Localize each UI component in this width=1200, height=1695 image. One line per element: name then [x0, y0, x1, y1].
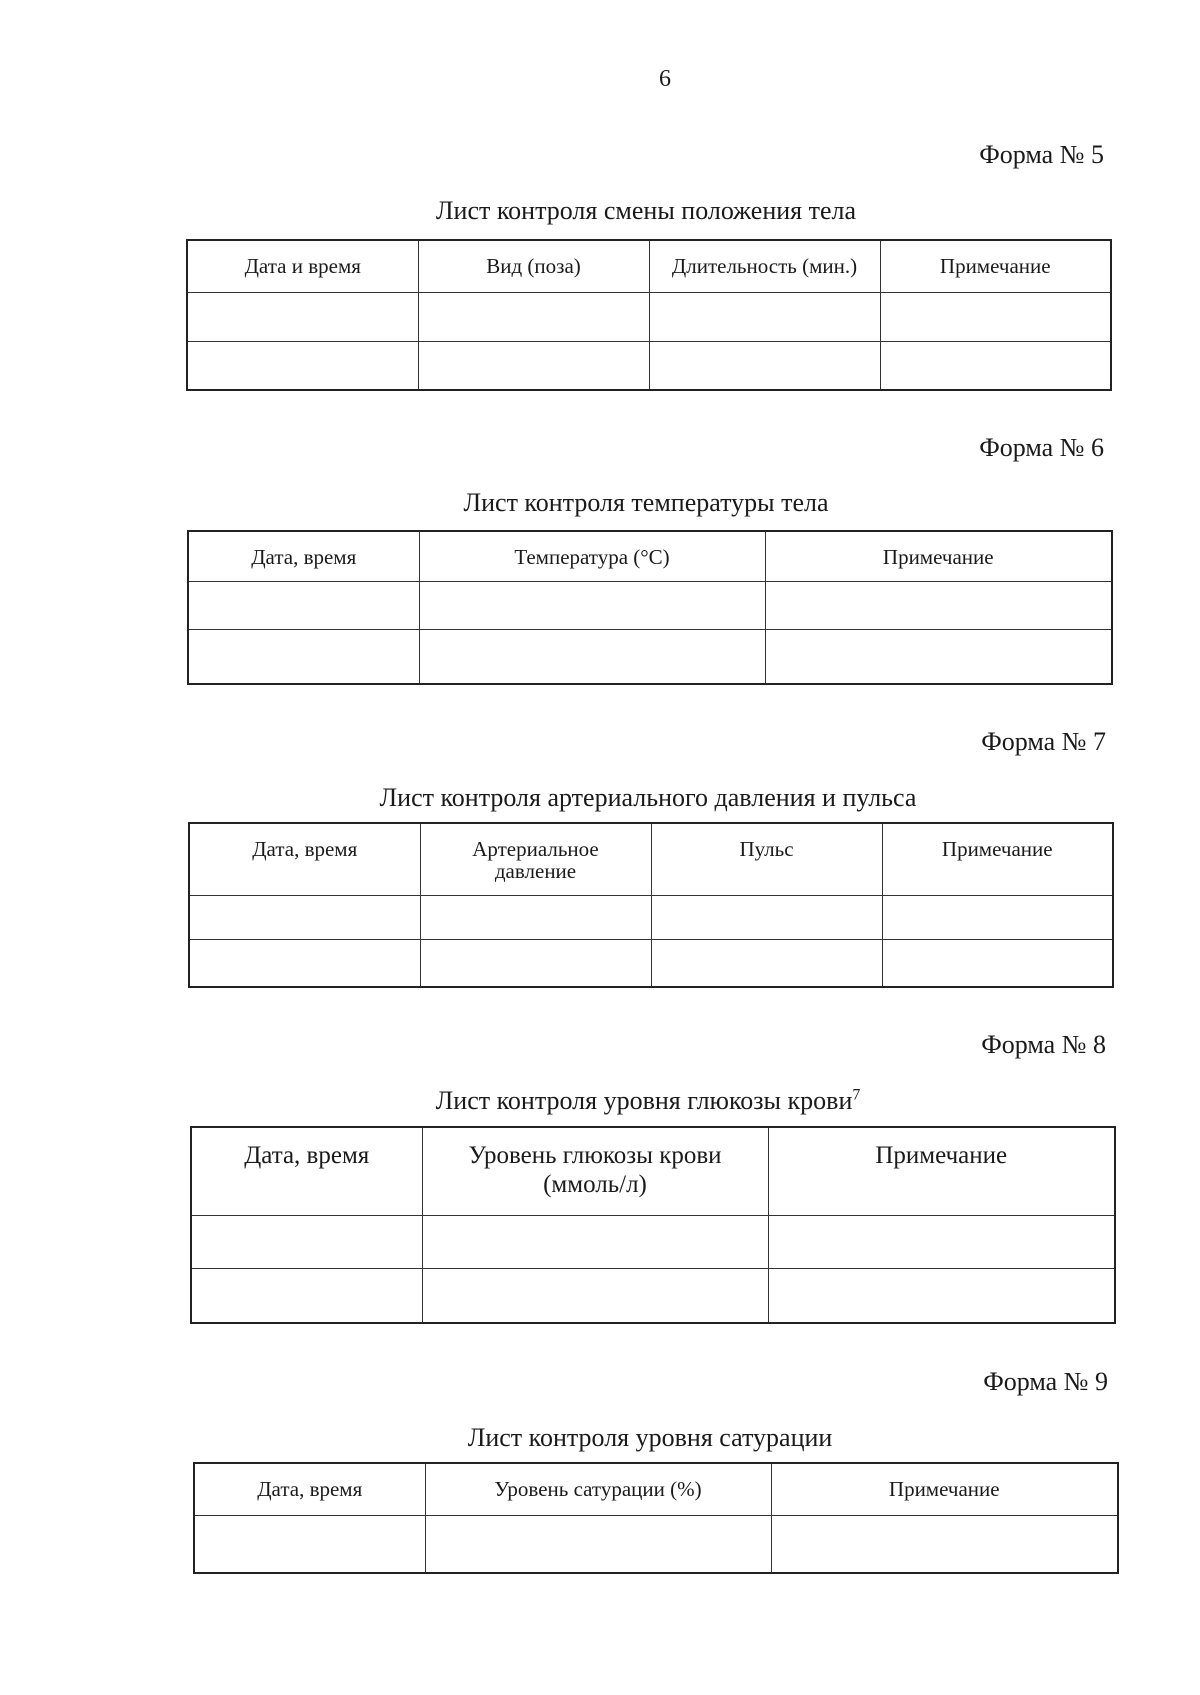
table-cell[interactable] [882, 895, 1113, 939]
form-table-6 [187, 530, 1113, 685]
table-cell[interactable] [191, 1268, 422, 1323]
column-header: Примечание [771, 1463, 1118, 1515]
table-row [189, 939, 1113, 987]
table-cell[interactable] [419, 629, 765, 684]
table-cell[interactable] [189, 939, 420, 987]
table-cell[interactable] [651, 895, 882, 939]
table-cell[interactable] [422, 1268, 768, 1323]
table-cell[interactable] [191, 1215, 422, 1268]
form-label-9: Форма № 9 [983, 1367, 1108, 1396]
table-row [187, 341, 1111, 390]
form-title-8-text: Лист контроля уровня глюкозы крови [435, 1086, 853, 1115]
column-header: Дата, время [194, 1463, 425, 1515]
table-cell[interactable] [768, 1215, 1115, 1268]
column-header: Примечание [882, 823, 1113, 895]
table-cell[interactable] [420, 895, 651, 939]
form-title-7 [188, 783, 1108, 813]
table-row [191, 1215, 1115, 1268]
form-table-7 [188, 822, 1114, 988]
column-header: Примечание [880, 240, 1111, 292]
table-cell[interactable] [771, 1515, 1118, 1573]
form-title-9 [190, 1423, 1110, 1453]
page-number: 6 [659, 66, 671, 92]
column-header: Длительность (мин.) [649, 240, 880, 292]
table-cell[interactable] [194, 1515, 425, 1573]
form-title-8 [188, 1086, 1108, 1116]
footnote-mark: 7 [852, 1086, 861, 1104]
table-cell[interactable] [649, 341, 880, 390]
table-cell[interactable] [765, 581, 1112, 629]
table-cell[interactable] [419, 581, 765, 629]
table-cell[interactable] [649, 292, 880, 341]
column-header: Температура (°С) [419, 531, 765, 581]
table-cell[interactable] [187, 341, 418, 390]
table-cell[interactable] [189, 895, 420, 939]
column-header: Пульс [651, 823, 882, 895]
table-cell[interactable] [187, 292, 418, 341]
column-header: Дата, время [188, 531, 419, 581]
table-cell[interactable] [418, 341, 649, 390]
form-title-5 [186, 196, 1106, 226]
form-label-8: Форма № 8 [981, 1030, 1106, 1059]
table-cell[interactable] [188, 629, 419, 684]
form-label-6: Форма № 6 [979, 433, 1104, 462]
form-title-6-text: Лист контроля температуры тела [463, 488, 829, 517]
form-title-5-text: Лист контроля смены положения тела [435, 196, 857, 225]
table-cell[interactable] [420, 939, 651, 987]
table-cell[interactable] [768, 1268, 1115, 1323]
column-header: Дата, время [189, 823, 420, 895]
table-cell[interactable] [765, 629, 1112, 684]
form-label-5: Форма № 5 [979, 140, 1104, 169]
column-header: Уровень глюкозы крови (ммоль/л) [422, 1127, 768, 1215]
table-row [194, 1515, 1118, 1573]
table-cell[interactable] [418, 292, 649, 341]
table-row [187, 292, 1111, 341]
form-label-7: Форма № 7 [981, 727, 1106, 756]
column-header: Уровень сатурации (%) [425, 1463, 771, 1515]
form-title-9-text: Лист контроля уровня сатурации [467, 1423, 833, 1452]
form-table-5 [186, 239, 1112, 391]
column-header: Вид (поза) [418, 240, 649, 292]
table-cell[interactable] [880, 341, 1111, 390]
table-row [188, 581, 1112, 629]
table-cell[interactable] [425, 1515, 771, 1573]
form-title-6 [186, 488, 1106, 518]
column-header: Артериальное давление [420, 823, 651, 895]
table-cell[interactable] [882, 939, 1113, 987]
form-table-8 [190, 1126, 1116, 1324]
table-cell[interactable] [651, 939, 882, 987]
table-cell[interactable] [422, 1215, 768, 1268]
form-title-7-text: Лист контроля артериального давления и пульса [379, 783, 917, 812]
column-header: Примечание [765, 531, 1112, 581]
column-header: Примечание [768, 1127, 1115, 1215]
table-row [189, 895, 1113, 939]
column-header: Дата, время [191, 1127, 422, 1215]
table-cell[interactable] [880, 292, 1111, 341]
table-row [188, 629, 1112, 684]
form-table-9 [193, 1462, 1119, 1574]
table-row [191, 1268, 1115, 1323]
table-cell[interactable] [188, 581, 419, 629]
column-header: Дата и время [187, 240, 418, 292]
